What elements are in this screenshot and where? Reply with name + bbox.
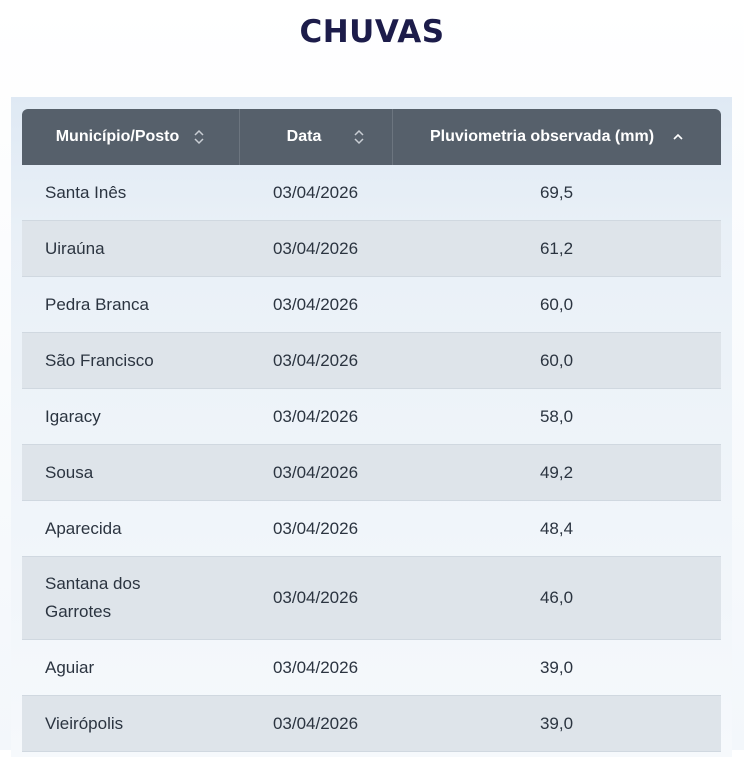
table-row [22, 389, 721, 445]
rainfall-cell: 49,2 [539, 462, 574, 482]
column-header-municipio[interactable] [22, 109, 239, 165]
date-cell: 03/04/2026 [272, 462, 359, 482]
table-row [22, 333, 721, 389]
table-row [22, 640, 721, 696]
table-row [22, 277, 721, 333]
column-header-label: Data [286, 128, 322, 145]
rainfall-cell: 61,2 [539, 238, 574, 258]
table-body [22, 165, 721, 752]
date-cell: 03/04/2026 [272, 588, 359, 607]
date-cell: 03/04/2026 [272, 657, 359, 677]
rainfall-cell: 58,0 [539, 406, 574, 426]
date-cell: 03/04/2026 [272, 406, 359, 426]
page-title: CHUVAS [299, 14, 445, 50]
rainfall-table [22, 109, 721, 752]
date-cell: 03/04/2026 [272, 182, 359, 202]
municipio-cell: Aparecida [45, 518, 122, 538]
column-header-data[interactable] [239, 109, 392, 165]
column-header-pluviometria[interactable] [392, 109, 721, 165]
municipio-cell: Santana dos Garrotes [45, 574, 141, 621]
sort-both-icon[interactable] [193, 128, 205, 146]
municipio-cell: Sousa [45, 462, 94, 482]
date-cell: 03/04/2026 [272, 238, 359, 258]
municipio-cell: Vieirópolis [45, 713, 124, 733]
rainfall-cell: 48,4 [539, 518, 574, 538]
rainfall-cell: 60,0 [539, 350, 574, 370]
rainfall-cell: 39,0 [539, 713, 574, 733]
rainfall-cell: 60,0 [539, 294, 574, 314]
date-cell: 03/04/2026 [272, 518, 359, 538]
table-row [22, 696, 721, 752]
date-cell: 03/04/2026 [272, 294, 359, 314]
table-row [22, 445, 721, 501]
table-row [22, 501, 721, 557]
column-header-label: Pluviometria observada (mm) [429, 128, 655, 145]
table-row [22, 221, 721, 277]
column-header-label: Município/Posto [55, 128, 180, 145]
date-cell: 03/04/2026 [272, 713, 359, 733]
rainfall-cell: 69,5 [539, 182, 574, 202]
rainfall-cell: 46,0 [539, 588, 574, 607]
municipio-cell: Pedra Branca [45, 294, 149, 314]
rainfall-cell: 39,0 [539, 657, 574, 677]
municipio-cell: Igaracy [45, 406, 101, 426]
table-row [22, 165, 721, 221]
municipio-cell: Santa Inês [45, 182, 127, 202]
table-row [22, 557, 721, 640]
sort-ascending-icon[interactable] [672, 128, 684, 146]
date-cell: 03/04/2026 [272, 350, 359, 370]
table-header [22, 109, 721, 165]
municipio-cell: Uiraúna [45, 238, 105, 258]
municipio-cell: Aguiar [45, 657, 95, 677]
municipio-cell: São Francisco [45, 350, 154, 370]
sort-both-icon[interactable] [353, 128, 365, 146]
